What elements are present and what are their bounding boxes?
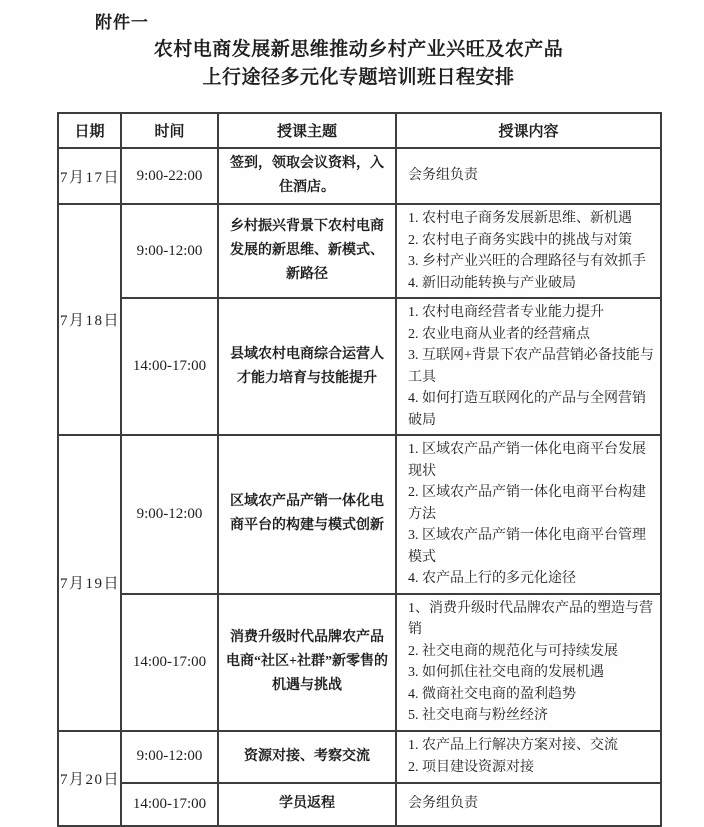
time-cell: 14:00-17:00 (121, 594, 218, 731)
topic-cell: 区域农产品产销一体化电商平台的构建与模式创新 (218, 435, 396, 594)
topic-cell: 签到，领取会议资料，入住酒店。 (218, 148, 396, 204)
attachment-label: 附件一 (95, 13, 149, 32)
content-line: 会务组负责 (408, 796, 478, 812)
content-line: 3. 乡村产业兴旺的合理路径与有效抓手 (408, 254, 646, 269)
content-line: 3. 如何抓住社交电商的发展机遇 (408, 665, 604, 680)
content-line: 1. 农村电子商务发展新思维、新机遇 (408, 211, 632, 226)
schedule-table (57, 112, 662, 827)
date-cell: 7月20日 (58, 731, 121, 826)
content-cell (396, 204, 661, 298)
column-header: 授课主题 (218, 113, 396, 148)
schedule-row (58, 435, 661, 594)
schedule-row (58, 148, 661, 204)
topic-cell: 县域农村电商综合运营人才能力培育与技能提升 (218, 298, 396, 435)
document-title (57, 36, 660, 92)
content-line: 1、消费升级时代品牌农产品的塑造与营销 (408, 600, 653, 637)
content-line: 4. 如何打造互联网化的产品与全网营销破局 (408, 391, 646, 428)
content-line: 4. 新旧动能转换与产业破局 (408, 275, 576, 291)
schedule-row (58, 783, 661, 826)
content-cell (396, 298, 661, 435)
content-line: 3. 互联网+背景下农产品营销必备技能与工具 (408, 348, 654, 385)
document-title-line-2: 上行途径多元化专题培训班日程安排 (202, 67, 515, 88)
content-line: 1. 农产品上行解决方案对接、交流 (408, 738, 618, 753)
content-cell (396, 435, 661, 594)
date-cell: 7月19日 (58, 435, 121, 731)
schedule-table-head-row (58, 113, 661, 148)
topic-cell: 资源对接、考察交流 (218, 731, 396, 783)
content-line: 会务组负责 (408, 168, 478, 184)
column-header: 日期 (58, 113, 121, 148)
content-line: 2. 区域农产品产销一体化电商平台构建方法 (408, 485, 646, 522)
column-header: 授课内容 (396, 113, 661, 148)
content-cell (396, 594, 661, 731)
schedule-row (58, 298, 661, 435)
time-cell: 9:00-12:00 (121, 435, 218, 594)
content-cell (396, 731, 661, 783)
content-line: 2. 农业电商从业者的经营痛点 (408, 326, 590, 342)
document-title-line-1: 农村电商发展新思维推动乡村产业兴旺及农产品 (153, 39, 564, 60)
content-line: 5. 社交电商与粉丝经济 (408, 708, 548, 723)
date-cell: 7月18日 (58, 204, 121, 435)
date-cell: 7月17日 (58, 148, 121, 204)
time-cell: 9:00-12:00 (121, 731, 218, 783)
column-header: 时间 (121, 113, 218, 148)
content-cell (396, 783, 661, 826)
topic-cell: 消费升级时代品牌农产品电商“社区+社群”新零售的机遇与挑战 (218, 594, 396, 731)
topic-cell: 学员返程 (218, 783, 396, 826)
time-cell: 14:00-17:00 (121, 783, 218, 826)
content-line: 4. 微商社交电商的盈利趋势 (408, 686, 576, 702)
content-line: 4. 农产品上行的多元化途径 (408, 571, 576, 586)
time-cell: 9:00-22:00 (121, 148, 218, 204)
topic-cell: 乡村振兴背景下农村电商发展的新思维、新模式、新路径 (218, 204, 396, 298)
schedule-row (58, 731, 661, 783)
content-line: 1. 农村电商经营者专业能力提升 (408, 305, 604, 320)
content-line: 2. 社交电商的规范化与可持续发展 (408, 643, 618, 659)
content-line: 2. 农村电子商务实践中的挑战与对策 (408, 232, 632, 248)
content-line: 2. 项目建设资源对接 (408, 759, 534, 775)
content-cell (396, 148, 661, 204)
schedule-row (58, 594, 661, 731)
time-cell: 14:00-17:00 (121, 298, 218, 435)
time-cell: 9:00-12:00 (121, 204, 218, 298)
schedule-row (58, 204, 661, 298)
content-line: 1. 区域农产品产销一体化电商平台发展现状 (408, 442, 646, 479)
content-line: 3. 区域农产品产销一体化电商平台管理模式 (408, 528, 646, 565)
schedule-table-body (58, 148, 661, 826)
